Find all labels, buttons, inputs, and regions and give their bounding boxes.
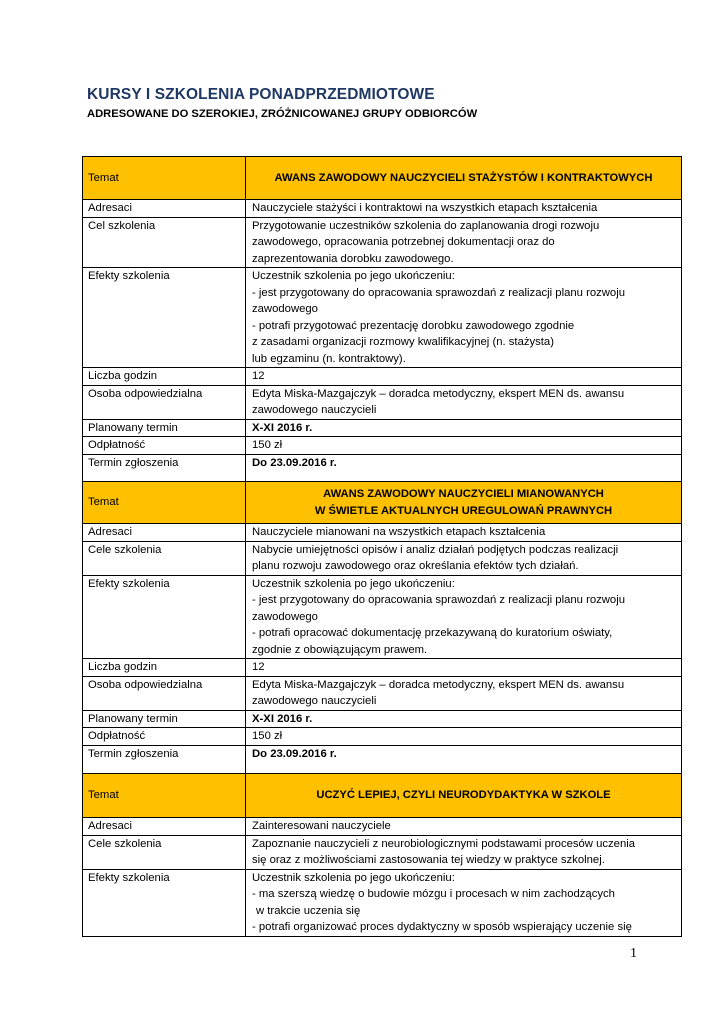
- efekty-value: [246, 575, 682, 659]
- efekty-line: zawodowego: [252, 303, 318, 315]
- course-table-2: [82, 481, 682, 778]
- row-godziny: [83, 659, 682, 677]
- adresaci-label: Adresaci: [83, 200, 246, 218]
- row-osoba: [83, 676, 682, 710]
- efekty-line: w trakcie uczenia się: [256, 904, 361, 917]
- course-title-line: UCZYĆ LEPIEJ, CZYLI NEURODYDAKTYKA W SZKOLE: [316, 789, 611, 802]
- termin-label: Planowany termin: [83, 710, 246, 728]
- efekty-line: Uczestnik szkolenia po jego ukończeniu:: [252, 270, 455, 282]
- efekty-line: lub egzaminu (n. kontraktowy).: [252, 352, 406, 365]
- row-adresaci: [83, 524, 682, 542]
- row-cel: [83, 541, 682, 575]
- row-osoba: [83, 385, 682, 419]
- efekty-label: Efekty szkolenia: [83, 575, 246, 659]
- osoba-line: zawodowego nauczycieli: [252, 695, 377, 707]
- course-title-line: W ŚWIETLE AKTUALNYCH UREGULOWAŃ PRAWNYCH: [314, 504, 613, 517]
- efekty-line: z zasadami organizacji rozmowy kwalifikacyjnej (n. stażysta): [252, 336, 554, 348]
- temat-label: Temat: [83, 482, 246, 524]
- osoba-line: zawodowego nauczycieli: [252, 404, 377, 416]
- odplatnosc-value: 150 zł: [246, 728, 682, 746]
- course-table-1: [82, 156, 682, 488]
- adresaci-value: Zainteresowani nauczyciele: [246, 818, 682, 836]
- course-title-line: AWANS ZAWODOWY NAUCZYCIELI MIANOWANYCH: [323, 488, 604, 500]
- cel-value: [246, 541, 682, 575]
- row-termin: [83, 710, 682, 728]
- odplatnosc-value: 150 zł: [246, 437, 682, 455]
- course-header-row: [83, 482, 682, 524]
- cel-line: Nabycie umiejętności opisów i analiz działań podjętych podczas realizacji: [252, 543, 619, 556]
- cel-line: Przygotowanie uczestników szkolenia do zaplanowania drogi rozwoju: [252, 219, 600, 232]
- row-termin: [83, 419, 682, 437]
- osoba-line: Edyta Miska-Mazgajczyk – doradca metodyczny, ekspert MEN ds. awansu: [252, 387, 625, 400]
- efekty-line: zgodnie z obowiązującym prawem.: [252, 643, 428, 656]
- efekty-label: Efekty szkolenia: [83, 869, 246, 936]
- course-title: [246, 157, 682, 200]
- efekty-label: Efekty szkolenia: [83, 268, 246, 368]
- termin-label: Planowany termin: [83, 419, 246, 437]
- godziny-value: 12: [246, 659, 682, 677]
- row-odplatnosc: [83, 437, 682, 455]
- row-efekty: [83, 575, 682, 659]
- efekty-value: [246, 869, 682, 936]
- efekty-line: - ma szerszą wiedzę o budowie mózgu i procesach w nim zachodzących: [252, 888, 615, 900]
- adresaci-value: Nauczyciele mianowani na wszystkich etapach kształcenia: [246, 524, 682, 542]
- course-table-3: [82, 773, 682, 937]
- odplatnosc-label: Odpłatność: [83, 728, 246, 746]
- efekty-line: - jest przygotowany do opracowania sprawozdań z realizacji planu rozwoju: [252, 286, 625, 299]
- row-cel: [83, 835, 682, 869]
- osoba-value: [246, 676, 682, 710]
- godziny-label: Liczba godzin: [83, 659, 246, 677]
- course-title: [246, 482, 682, 524]
- page-number: 1: [630, 946, 637, 961]
- efekty-line: - potrafi opracować dokumentację przekazywaną do kuratorium oświaty,: [252, 627, 613, 639]
- efekty-value: [246, 268, 682, 368]
- cel-line: zaprezentowania dorobku zawodowego.: [252, 252, 454, 265]
- efekty-line: Uczestnik szkolenia po jego ukończeniu:: [252, 871, 455, 884]
- row-efekty: [83, 869, 682, 936]
- row-godziny: [83, 368, 682, 386]
- termin-value: X-XI 2016 r.: [246, 419, 682, 437]
- row-efekty: [83, 268, 682, 368]
- efekty-line: - jest przygotowany do opracowania sprawozdań z realizacji planu rozwoju: [252, 594, 625, 606]
- cel-value: [246, 217, 682, 268]
- zgloszenia-value: Do 23.09.2016 r.: [246, 454, 682, 487]
- cel-value: [246, 835, 682, 869]
- course-title-line: AWANS ZAWODOWY NAUCZYCIELI STAŻYSTÓW I KONTRAKTOWYCH: [274, 171, 653, 184]
- temat-label: Temat: [83, 774, 246, 818]
- cel-label: Cele szkolenia: [83, 541, 246, 575]
- course-header-row: [83, 157, 682, 200]
- odplatnosc-label: Odpłatność: [83, 437, 246, 455]
- adresaci-label: Adresaci: [83, 524, 246, 542]
- row-cel: [83, 217, 682, 268]
- zgloszenia-value: Do 23.09.2016 r.: [246, 745, 682, 777]
- cel-line: zawodowego, opracowania potrzebnej dokumentacji oraz do: [252, 236, 555, 248]
- godziny-label: Liczba godzin: [83, 368, 246, 386]
- termin-value: X-XI 2016 r.: [246, 710, 682, 728]
- row-adresaci: [83, 818, 682, 836]
- course-header-row: [83, 774, 682, 818]
- osoba-value: [246, 385, 682, 419]
- zgloszenia-label: Termin zgłoszenia: [83, 745, 246, 777]
- row-adresaci: [83, 200, 682, 218]
- row-odplatnosc: [83, 728, 682, 746]
- godziny-value: 12: [246, 368, 682, 386]
- cel-line: Zapoznanie nauczycieli z neurobiologicznymi podstawami procesów uczenia: [252, 837, 636, 850]
- efekty-line: - potrafi organizować proces dydaktyczny w sposób wspierający uczenie się: [252, 921, 632, 933]
- adresaci-label: Adresaci: [83, 818, 246, 836]
- zgloszenia-label: Termin zgłoszenia: [83, 454, 246, 487]
- adresaci-value: Nauczyciele stażyści i kontraktowi na wszystkich etapach kształcenia: [246, 200, 682, 218]
- cel-label: Cel szkolenia: [83, 217, 246, 268]
- efekty-line: Uczestnik szkolenia po jego ukończeniu:: [252, 577, 455, 590]
- osoba-line: Edyta Miska-Mazgajczyk – doradca metodyczny, ekspert MEN ds. awansu: [252, 678, 625, 691]
- cel-line: się oraz z możliwościami zastosowania tej wiedzy w praktyce szkolnej.: [252, 854, 605, 866]
- page-title: KURSY I SZKOLENIA PONADPRZEDMIOTOWE: [87, 86, 435, 103]
- cel-line: planu rozwoju zawodowego oraz określania efektów tych działań.: [252, 560, 579, 572]
- course-title: [246, 774, 682, 818]
- temat-label: Temat: [83, 157, 246, 200]
- osoba-label: Osoba odpowiedzialna: [83, 676, 246, 710]
- cel-label: Cele szkolenia: [83, 835, 246, 869]
- page-subtitle: ADRESOWANE DO SZEROKIEJ, ZRÓŻNICOWANEJ GRUPY ODBIORCÓW: [87, 108, 478, 120]
- efekty-line: - potrafi przygotować prezentację dorobku zawodowego zgodnie: [252, 319, 575, 332]
- osoba-label: Osoba odpowiedzialna: [83, 385, 246, 419]
- efekty-line: zawodowego: [252, 610, 318, 623]
